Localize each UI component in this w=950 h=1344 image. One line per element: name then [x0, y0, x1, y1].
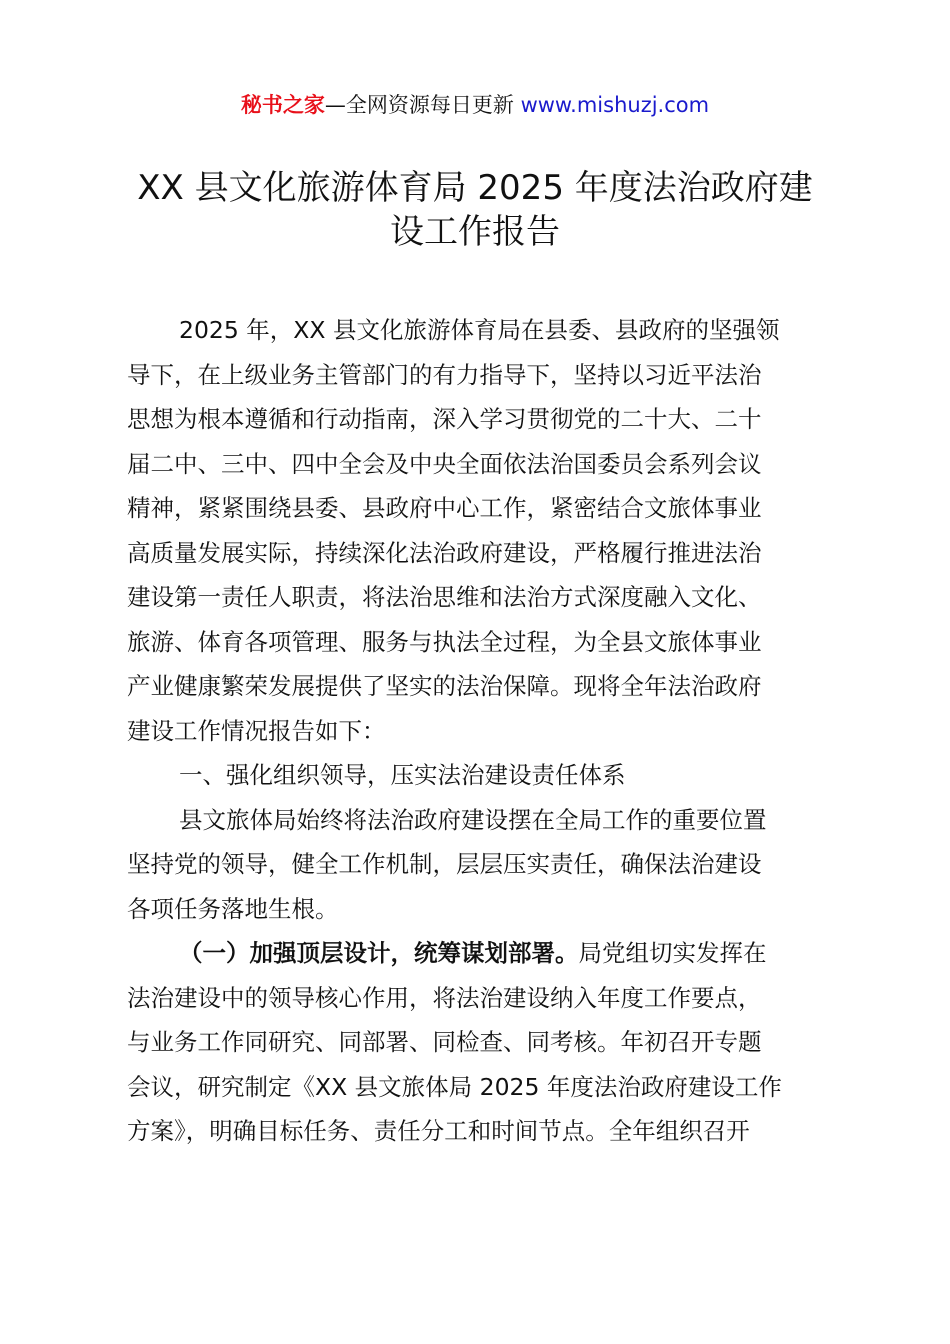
text-line: 届二中、三中、四中全会及中央全面依法治国委员会系列会议: [127, 449, 762, 478]
title-line-2: 设工作报告: [390, 212, 560, 252]
text-line: 2025 年，XX 县文化旅游体育局在县委、县政府的坚强领: [179, 316, 780, 344]
text-line: 与业务工作同研究、同部署、同检查、同考核。年初召开专题: [127, 1028, 762, 1056]
site-banner: [0, 88, 950, 122]
document-body: [127, 308, 837, 1154]
banner-slogan: —全网资源每日更新: [324, 93, 514, 117]
text-line: 会议，研究制定《XX 县文旅体局 2025 年度法治政府建设工作: [127, 1072, 782, 1101]
title-line-1: XX 县文化旅游体育局 2025 年度法治政府建: [137, 168, 813, 208]
brand-name: 秘书之家: [240, 93, 325, 117]
text-line: 各项任务落地生根。: [127, 894, 339, 923]
document-title: [100, 166, 850, 254]
section1-paragraph: [127, 798, 837, 932]
text-line: 导下，在上级业务主管部门的有力指导下，坚持以习近平法治: [127, 360, 762, 389]
section-heading-1: 一、强化组织领导，压实法治建设责任体系: [179, 761, 626, 789]
site-url-link[interactable]: www.mishuzj.com: [520, 93, 710, 117]
text-line: 建设工作情况报告如下：: [127, 716, 386, 745]
intro-paragraph: [127, 308, 837, 753]
subsection1-paragraph: [127, 931, 837, 1154]
text-line: 旅游、体育各项管理、服务与执法全过程，为全县文旅体事业: [127, 627, 762, 656]
text-line: 法治建设中的领导核心作用，将法治建设纳入年度工作要点，: [127, 983, 762, 1012]
text-line: 精神，紧紧围绕县委、县政府中心工作，紧密结合文旅体事业: [127, 494, 762, 522]
text-line: 县文旅体局始终将法治政府建设摆在全局工作的重要位置: [179, 805, 767, 834]
text-line: 产业健康繁荣发展提供了坚实的法治保障。现将全年法治政府: [127, 672, 762, 700]
subsection-heading-1: （一）加强顶层设计，统筹谋划部署。: [179, 939, 579, 967]
text-line: 建设第一责任人职责，将法治思维和法治方式深度融入文化、: [127, 583, 762, 611]
text-line: 坚持党的领导，健全工作机制，层层压实责任，确保法治建设: [127, 850, 762, 878]
subsection-text: 局党组切实发挥在: [578, 939, 767, 967]
text-line: [127, 931, 837, 976]
text-line: 方案》，明确目标任务、责任分工和时间节点。全年组织召开: [127, 1117, 750, 1145]
text-line: 思想为根本遵循和行动指南，深入学习贯彻党的二十大、二十: [127, 405, 762, 433]
text-line: 高质量发展实际，持续深化法治政府建设，严格履行推进法治: [127, 538, 762, 567]
